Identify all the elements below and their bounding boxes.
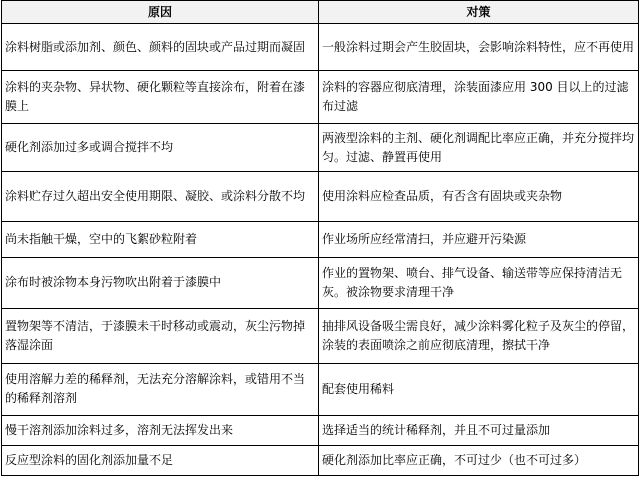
table-row	[2, 308, 639, 363]
countermeasure-cell: 选择适当的统计稀释剂，并且不可过量添加	[319, 415, 639, 445]
countermeasure-cell: 使用涂料应检查品质，有否含有固块或夹杂物	[319, 171, 639, 222]
countermeasure-cell: 作业的置物架、喷台、排气设备、输送带等应保持清洁无灰。被涂物要求清理干净	[319, 258, 639, 309]
cause-cell: 尚未指触干燥，空中的飞絮砂粒附着	[2, 222, 319, 258]
table-row	[2, 445, 639, 475]
countermeasure-cell: 两液型涂料的主剂、硬化剂调配比率应正确，并充分搅拌均匀。过滤、静置再使用	[319, 124, 639, 171]
cause-cell: 慢干溶剂添加涂料过多，溶剂无法挥发出来	[2, 415, 319, 445]
countermeasure-cell: 作业场所应经常清扫，并应避开污染源	[319, 222, 639, 258]
header-cause: 原因	[2, 1, 319, 24]
cause-cell: 反应型涂料的固化剂添加量不足	[2, 445, 319, 475]
table-row	[2, 258, 639, 309]
cause-cell: 涂料树脂或添加剂、颜色、颜料的固块或产品过期而凝固	[2, 24, 319, 71]
countermeasure-cell: 涂料的容器应彻底清理，涂装面漆应用 300 目以上的过滤布过滤	[319, 71, 639, 124]
table-row	[2, 24, 639, 71]
table-row	[2, 222, 639, 258]
cause-cell: 涂布时被涂物本身污物吹出附着于漆膜中	[2, 258, 319, 309]
countermeasure-cell: 配套使用稀料	[319, 363, 639, 415]
cause-cell: 置物架等不清洁，于漆膜未干时移动或震动，灰尘污物掉落湿涂面	[2, 308, 319, 363]
header-countermeasure: 对策	[319, 1, 639, 24]
cause-cell: 涂料贮存过久超出安全使用期限、凝胶、或涂料分散不均	[2, 171, 319, 222]
table-row	[2, 71, 639, 124]
cause-cell: 涂料的夹杂物、异状物、硬化颗粒等直接涂布，附着在漆膜上	[2, 71, 319, 124]
countermeasure-cell: 一般涂料过期会产生胶固块，会影响涂料特性，应不再使用	[319, 24, 639, 71]
table-row	[2, 124, 639, 171]
header-row	[2, 1, 639, 24]
cause-cell: 使用溶解力差的稀释剂，无法充分溶解涂料，或错用不当的稀释剂溶剂	[2, 363, 319, 415]
countermeasure-cell: 硬化剂添加比率应正确，不可过少（也不可过多）	[319, 445, 639, 475]
cause-cell: 硬化剂添加过多或调合搅拌不均	[2, 124, 319, 171]
countermeasure-cell: 抽排风设备吸尘需良好，减少涂料雾化粒子及灰尘的停留，涂装的表面喷涂之前应彻底清理，擦拭干净	[319, 308, 639, 363]
table-row	[2, 415, 639, 445]
table-row	[2, 171, 639, 222]
table-row	[2, 363, 639, 415]
cause-countermeasure-table	[1, 0, 639, 476]
